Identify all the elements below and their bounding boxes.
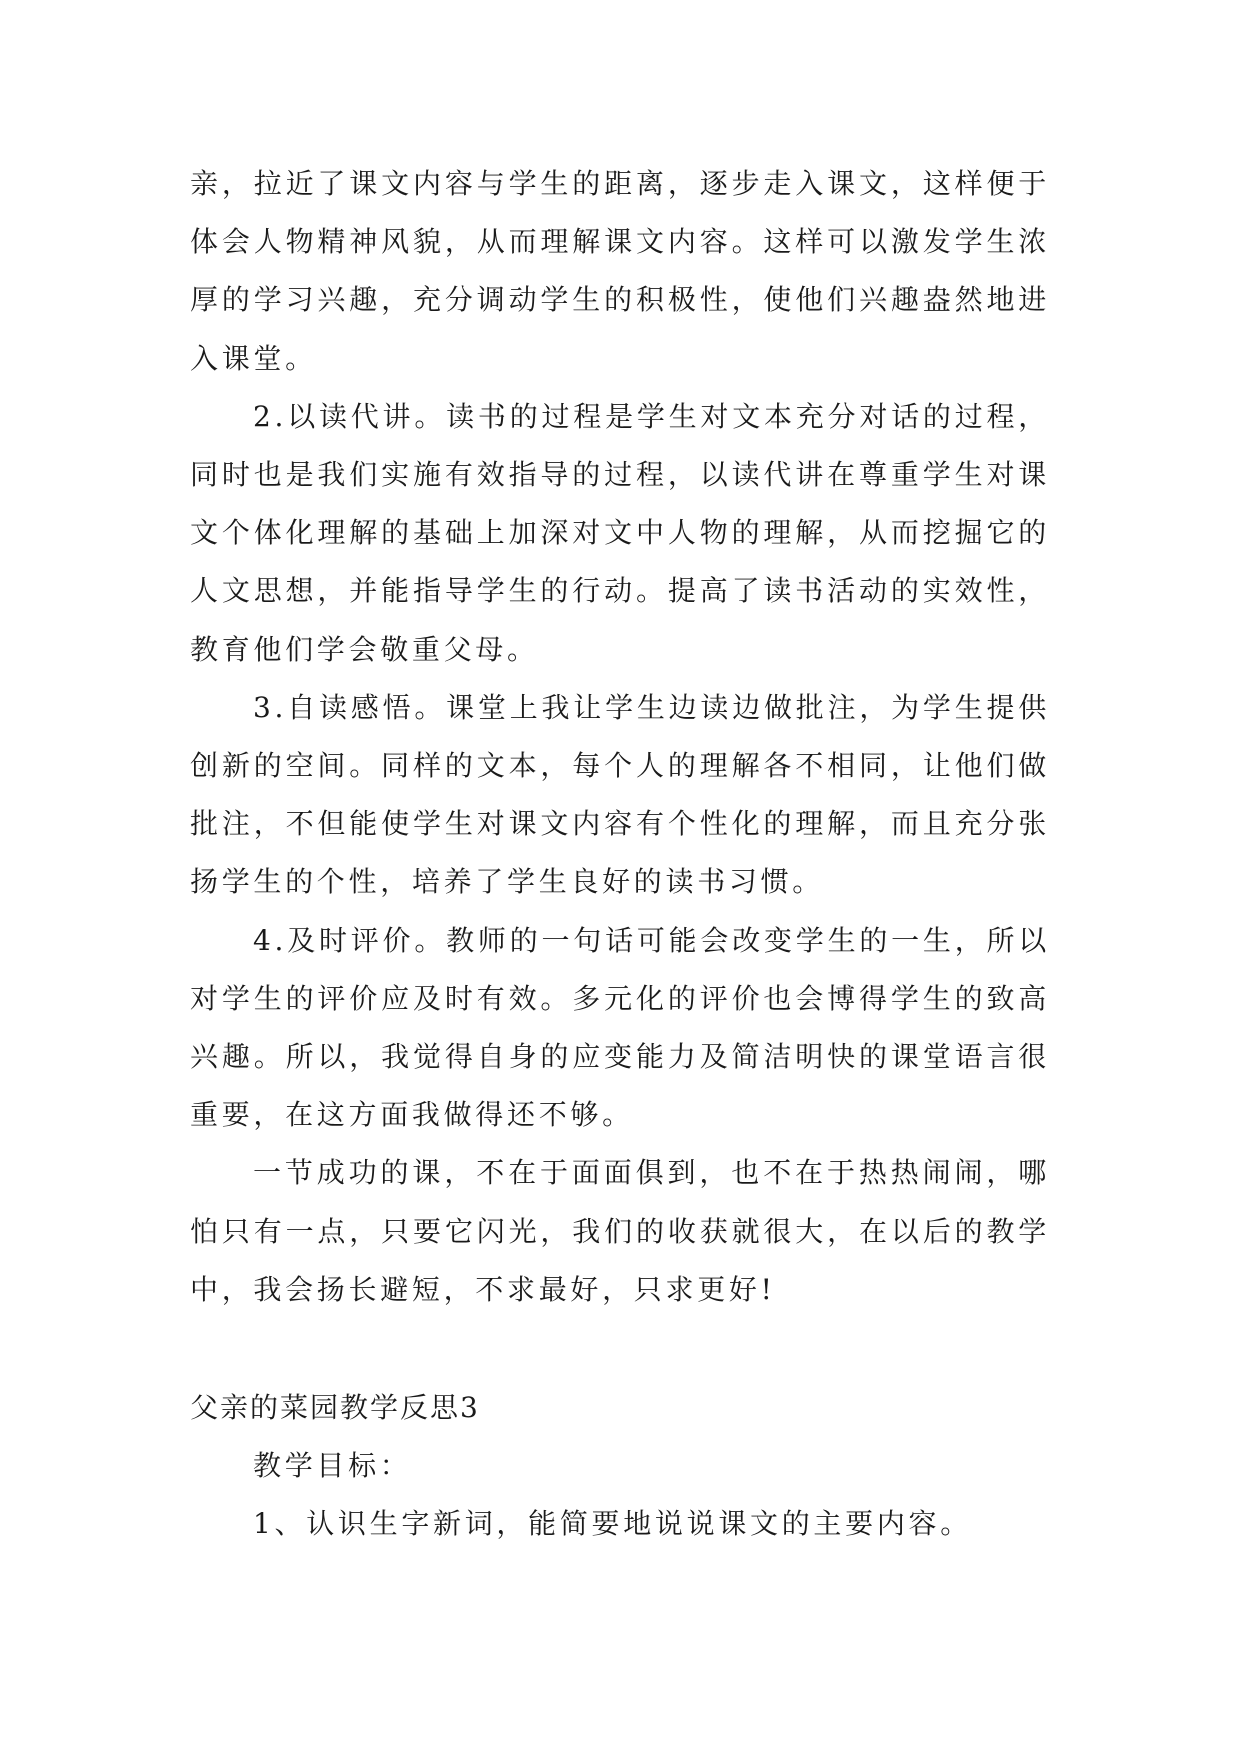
document-body xyxy=(190,155,1050,1554)
paragraph-conclusion: 一节成功的课，不在于面面俱到，也不在于热热闹闹，哪怕只有一点，只要它闪光，我们的收获就很大，在以后的教学中，我会扬长避短，不求最好，只求更好! xyxy=(190,1156,1050,1306)
section-title: 父亲的菜园教学反思3 xyxy=(190,1391,480,1425)
goals-label: 教学目标： xyxy=(253,1449,412,1483)
paragraph-point-4: 4.及时评价。教师的一句话可能会改变学生的一生，所以对学生的评价应及时有效。多元化的评价也会博得学生的致高兴趣。所以，我觉得自身的应变能力及简洁明快的课堂语言很重要，在这方面我做得还不够。 xyxy=(190,923,1050,1132)
paragraph-point-2: 2.以读代讲。读书的过程是学生对文本充分对话的过程，同时也是我们实施有效指导的过程，以读代讲在尊重学生对课文个体化理解的基础上加深对文中人物的理解，从而挖掘它的人文思想，并能指导学生的行动。提高了读书活动的实效性，教育他们学会敬重父母。 xyxy=(190,399,1050,666)
paragraph-point-3: 3.自读感悟。课堂上我让学生边读边做批注，为学生提供创新的空间。同样的文本，每个人的理解各不相同，让他们做批注，不但能使学生对课文内容有个性化的理解，而且充分张扬学生的个性，培养了学生良好的读书习惯。 xyxy=(190,690,1050,899)
paragraph-continuation: 亲，拉近了课文内容与学生的距离，逐步走入课文，这样便于体会人物精神风貌，从而理解课文内容。这样可以激发学生浓厚的学习兴趣，充分调动学生的积极性，使他们兴趣盎然地进入课堂。 xyxy=(190,167,1050,375)
goal-item-1: 1、认识生字新词，能简要地说说课文的主要内容。 xyxy=(253,1507,972,1541)
